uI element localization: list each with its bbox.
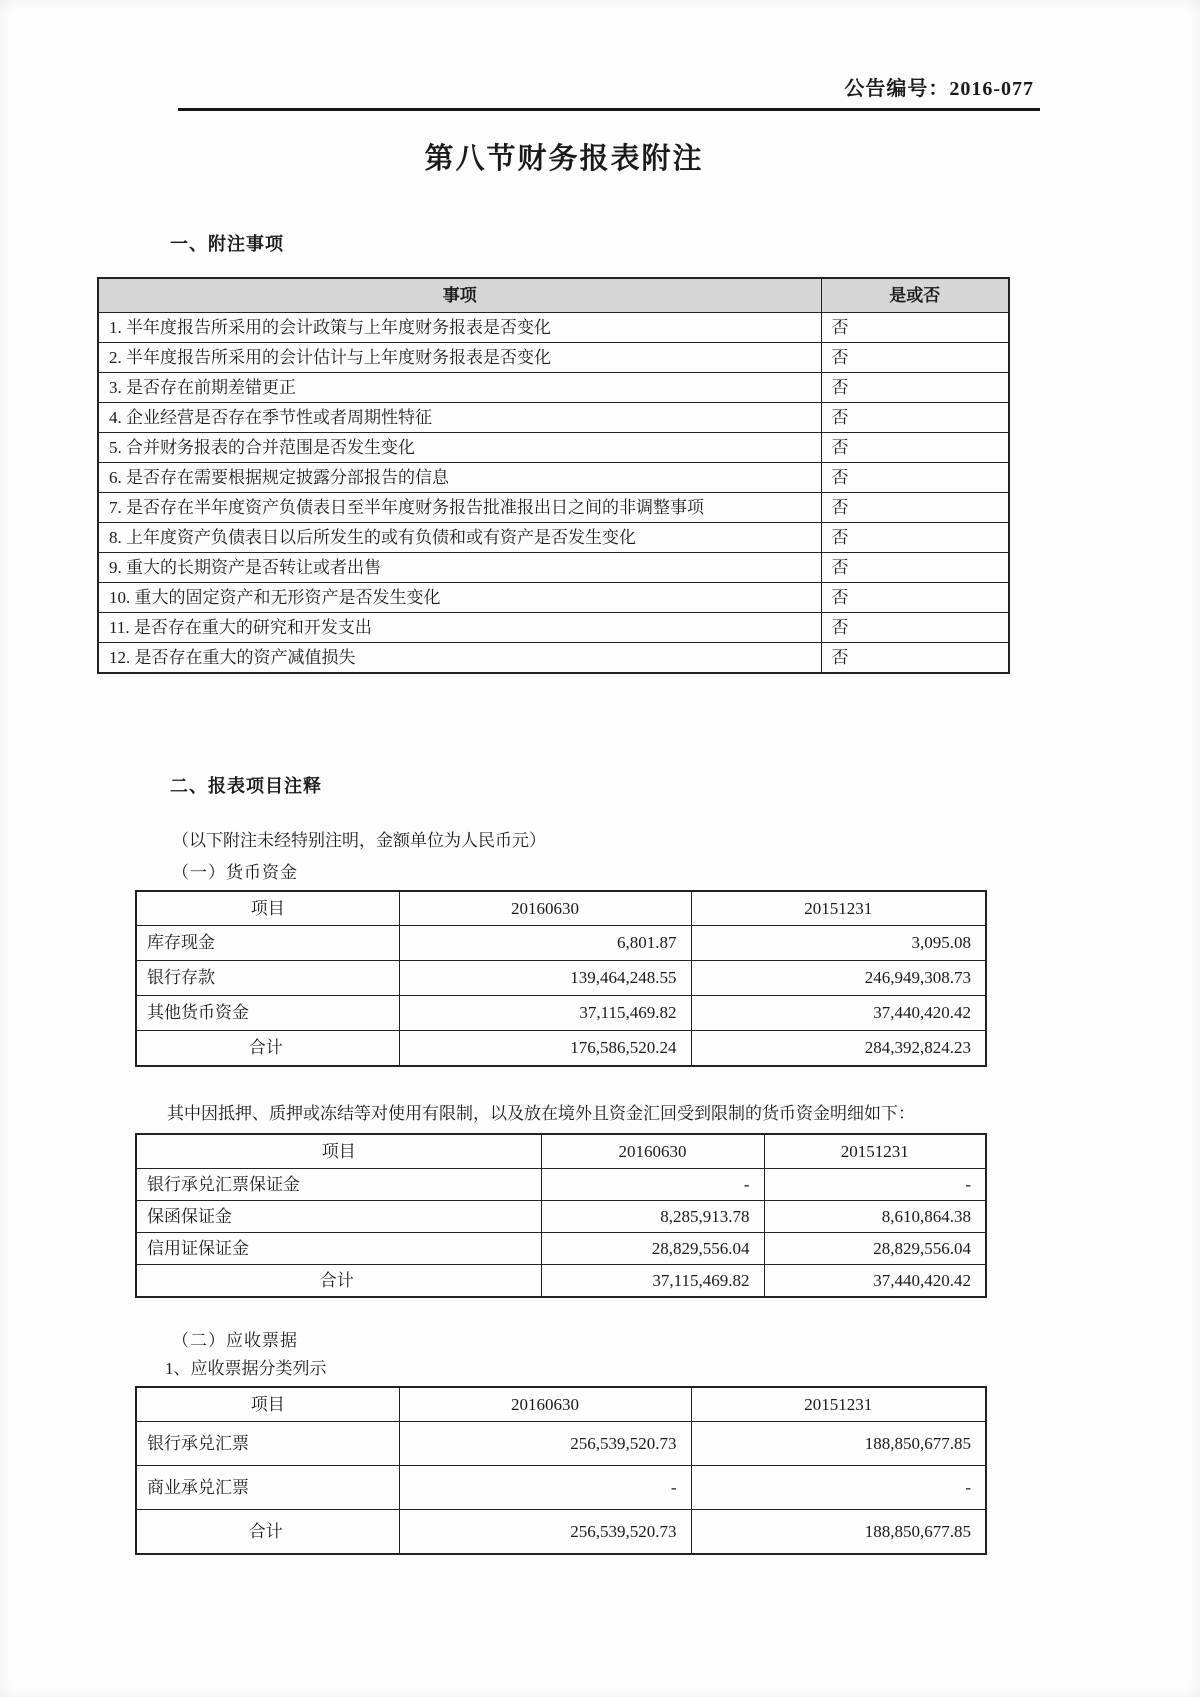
restricted-funds-table <box>135 1133 987 1298</box>
table-row <box>136 1169 986 1201</box>
table-row <box>98 643 1009 674</box>
table-cell: 否 <box>821 343 1009 373</box>
column-header-item: 项目 <box>136 891 399 926</box>
monetary-funds-table <box>135 890 987 1067</box>
table-cell: 否 <box>821 373 1009 403</box>
table-cell: 8. 上年度资产负债表日以后所发生的或有负债和或有资产是否发生变化 <box>98 523 821 553</box>
table-cell: 139,464,248.55 <box>399 961 691 996</box>
table-cell: 176,586,520.24 <box>399 1031 691 1067</box>
table-cell: 3. 是否存在前期差错更正 <box>98 373 821 403</box>
table-cell: 7. 是否存在半年度资产负债表日至半年度财务报告批准报出日之间的非调整事项 <box>98 493 821 523</box>
table-row <box>98 493 1009 523</box>
currency-unit-note: （以下附注未经特别注明，金额单位为人民币元） <box>172 831 546 850</box>
table-row <box>136 1422 986 1466</box>
table-cell: 否 <box>821 403 1009 433</box>
table-cell: 11. 是否存在重大的研究和开发支出 <box>98 613 821 643</box>
table-row <box>98 613 1009 643</box>
table-cell: 28,829,556.04 <box>541 1233 764 1265</box>
table-cell: 库存现金 <box>136 926 399 961</box>
column-header-20151231: 20151231 <box>691 891 986 926</box>
table-row <box>136 1031 986 1067</box>
table-cell: 合计 <box>136 1031 399 1067</box>
table-cell: 信用证保证金 <box>136 1233 541 1265</box>
table-row <box>136 1265 986 1298</box>
table-row <box>136 1233 986 1265</box>
table-cell: 否 <box>821 433 1009 463</box>
table-row <box>98 373 1009 403</box>
table-cell: - <box>691 1466 986 1510</box>
table-row <box>98 463 1009 493</box>
table-cell: 否 <box>821 613 1009 643</box>
table-cell: 商业承兑汇票 <box>136 1466 399 1510</box>
notes-yes-no-table <box>97 277 1010 674</box>
table-cell: 37,440,420.42 <box>691 996 986 1031</box>
column-header-20151231: 20151231 <box>764 1134 986 1169</box>
table-cell: 2. 半年度报告所采用的会计估计与上年度财务报表是否变化 <box>98 343 821 373</box>
table-cell: 其他货币资金 <box>136 996 399 1031</box>
table-cell: 否 <box>821 643 1009 674</box>
table-row <box>98 313 1009 343</box>
table-cell: 否 <box>821 583 1009 613</box>
table-cell: 37,115,469.82 <box>541 1265 764 1298</box>
table-row <box>98 583 1009 613</box>
table-cell: 28,829,556.04 <box>764 1233 986 1265</box>
table-cell: 37,115,469.82 <box>399 996 691 1031</box>
table-cell: 否 <box>821 523 1009 553</box>
table-cell: 6,801.87 <box>399 926 691 961</box>
notes-receivable-table <box>135 1386 987 1555</box>
column-header-yes-no: 是或否 <box>821 278 1009 313</box>
notes-receivable-classification-heading: 1、应收票据分类列示 <box>165 1359 327 1378</box>
table-row <box>98 523 1009 553</box>
section-heading-report-items: 二、报表项目注释 <box>170 776 322 796</box>
table-header-row <box>136 1387 986 1422</box>
subsection-heading-monetary-funds: （一）货币资金 <box>172 863 298 882</box>
table-cell: 银行承兑汇票保证金 <box>136 1169 541 1201</box>
table-cell: - <box>764 1169 986 1201</box>
table-cell: 12. 是否存在重大的资产减值损失 <box>98 643 821 674</box>
column-header-item: 项目 <box>136 1134 541 1169</box>
table-header-row <box>98 278 1009 313</box>
announcement-number: 公告编号：2016-077 <box>844 78 1034 100</box>
table-cell: 188,850,677.85 <box>691 1510 986 1555</box>
table-cell: 256,539,520.73 <box>399 1422 691 1466</box>
table-row <box>98 433 1009 463</box>
table-row <box>98 553 1009 583</box>
table-cell: 256,539,520.73 <box>399 1510 691 1555</box>
table-header-row <box>136 1134 986 1169</box>
table-row <box>98 343 1009 373</box>
column-header-20151231: 20151231 <box>691 1387 986 1422</box>
subsection-heading-notes-receivable: （二）应收票据 <box>172 1331 298 1350</box>
table-cell: 保函保证金 <box>136 1201 541 1233</box>
column-header-20160630: 20160630 <box>541 1134 764 1169</box>
table-cell: - <box>541 1169 764 1201</box>
table-cell: 10. 重大的固定资产和无形资产是否发生变化 <box>98 583 821 613</box>
table-cell: 37,440,420.42 <box>764 1265 986 1298</box>
table-cell: 否 <box>821 463 1009 493</box>
table-cell: 合计 <box>136 1265 541 1298</box>
table-cell: 4. 企业经营是否存在季节性或者周期性特征 <box>98 403 821 433</box>
table-cell: 9. 重大的长期资产是否转让或者出售 <box>98 553 821 583</box>
table-cell: 合计 <box>136 1510 399 1555</box>
column-header-item: 事项 <box>98 278 821 313</box>
table-row <box>98 403 1009 433</box>
table-cell: 6. 是否存在需要根据规定披露分部报告的信息 <box>98 463 821 493</box>
column-header-item: 项目 <box>136 1387 399 1422</box>
section-heading-notes: 一、附注事项 <box>170 234 284 254</box>
table-cell: 284,392,824.23 <box>691 1031 986 1067</box>
table-row <box>136 1510 986 1555</box>
page-title: 第八节财务报表附注 <box>424 143 704 175</box>
table-cell: - <box>399 1466 691 1510</box>
column-header-20160630: 20160630 <box>399 1387 691 1422</box>
table-row <box>136 1466 986 1510</box>
document-header <box>178 76 1040 111</box>
table-header-row <box>136 891 986 926</box>
table-cell: 188,850,677.85 <box>691 1422 986 1466</box>
restricted-funds-note: 其中因抵押、质押或冻结等对使用有限制，以及放在境外且资金汇回受到限制的货币资金明细如下： <box>167 1104 915 1123</box>
table-row <box>136 926 986 961</box>
table-cell: 3,095.08 <box>691 926 986 961</box>
table-cell: 8,610,864.38 <box>764 1201 986 1233</box>
table-row <box>136 1201 986 1233</box>
table-row <box>136 996 986 1031</box>
column-header-20160630: 20160630 <box>399 891 691 926</box>
table-cell: 否 <box>821 493 1009 523</box>
table-cell: 银行承兑汇票 <box>136 1422 399 1466</box>
table-cell: 否 <box>821 313 1009 343</box>
table-cell: 1. 半年度报告所采用的会计政策与上年度财务报表是否变化 <box>98 313 821 343</box>
table-cell: 246,949,308.73 <box>691 961 986 996</box>
table-cell: 银行存款 <box>136 961 399 996</box>
table-cell: 8,285,913.78 <box>541 1201 764 1233</box>
table-cell: 5. 合并财务报表的合并范围是否发生变化 <box>98 433 821 463</box>
table-cell: 否 <box>821 553 1009 583</box>
table-row <box>136 961 986 996</box>
